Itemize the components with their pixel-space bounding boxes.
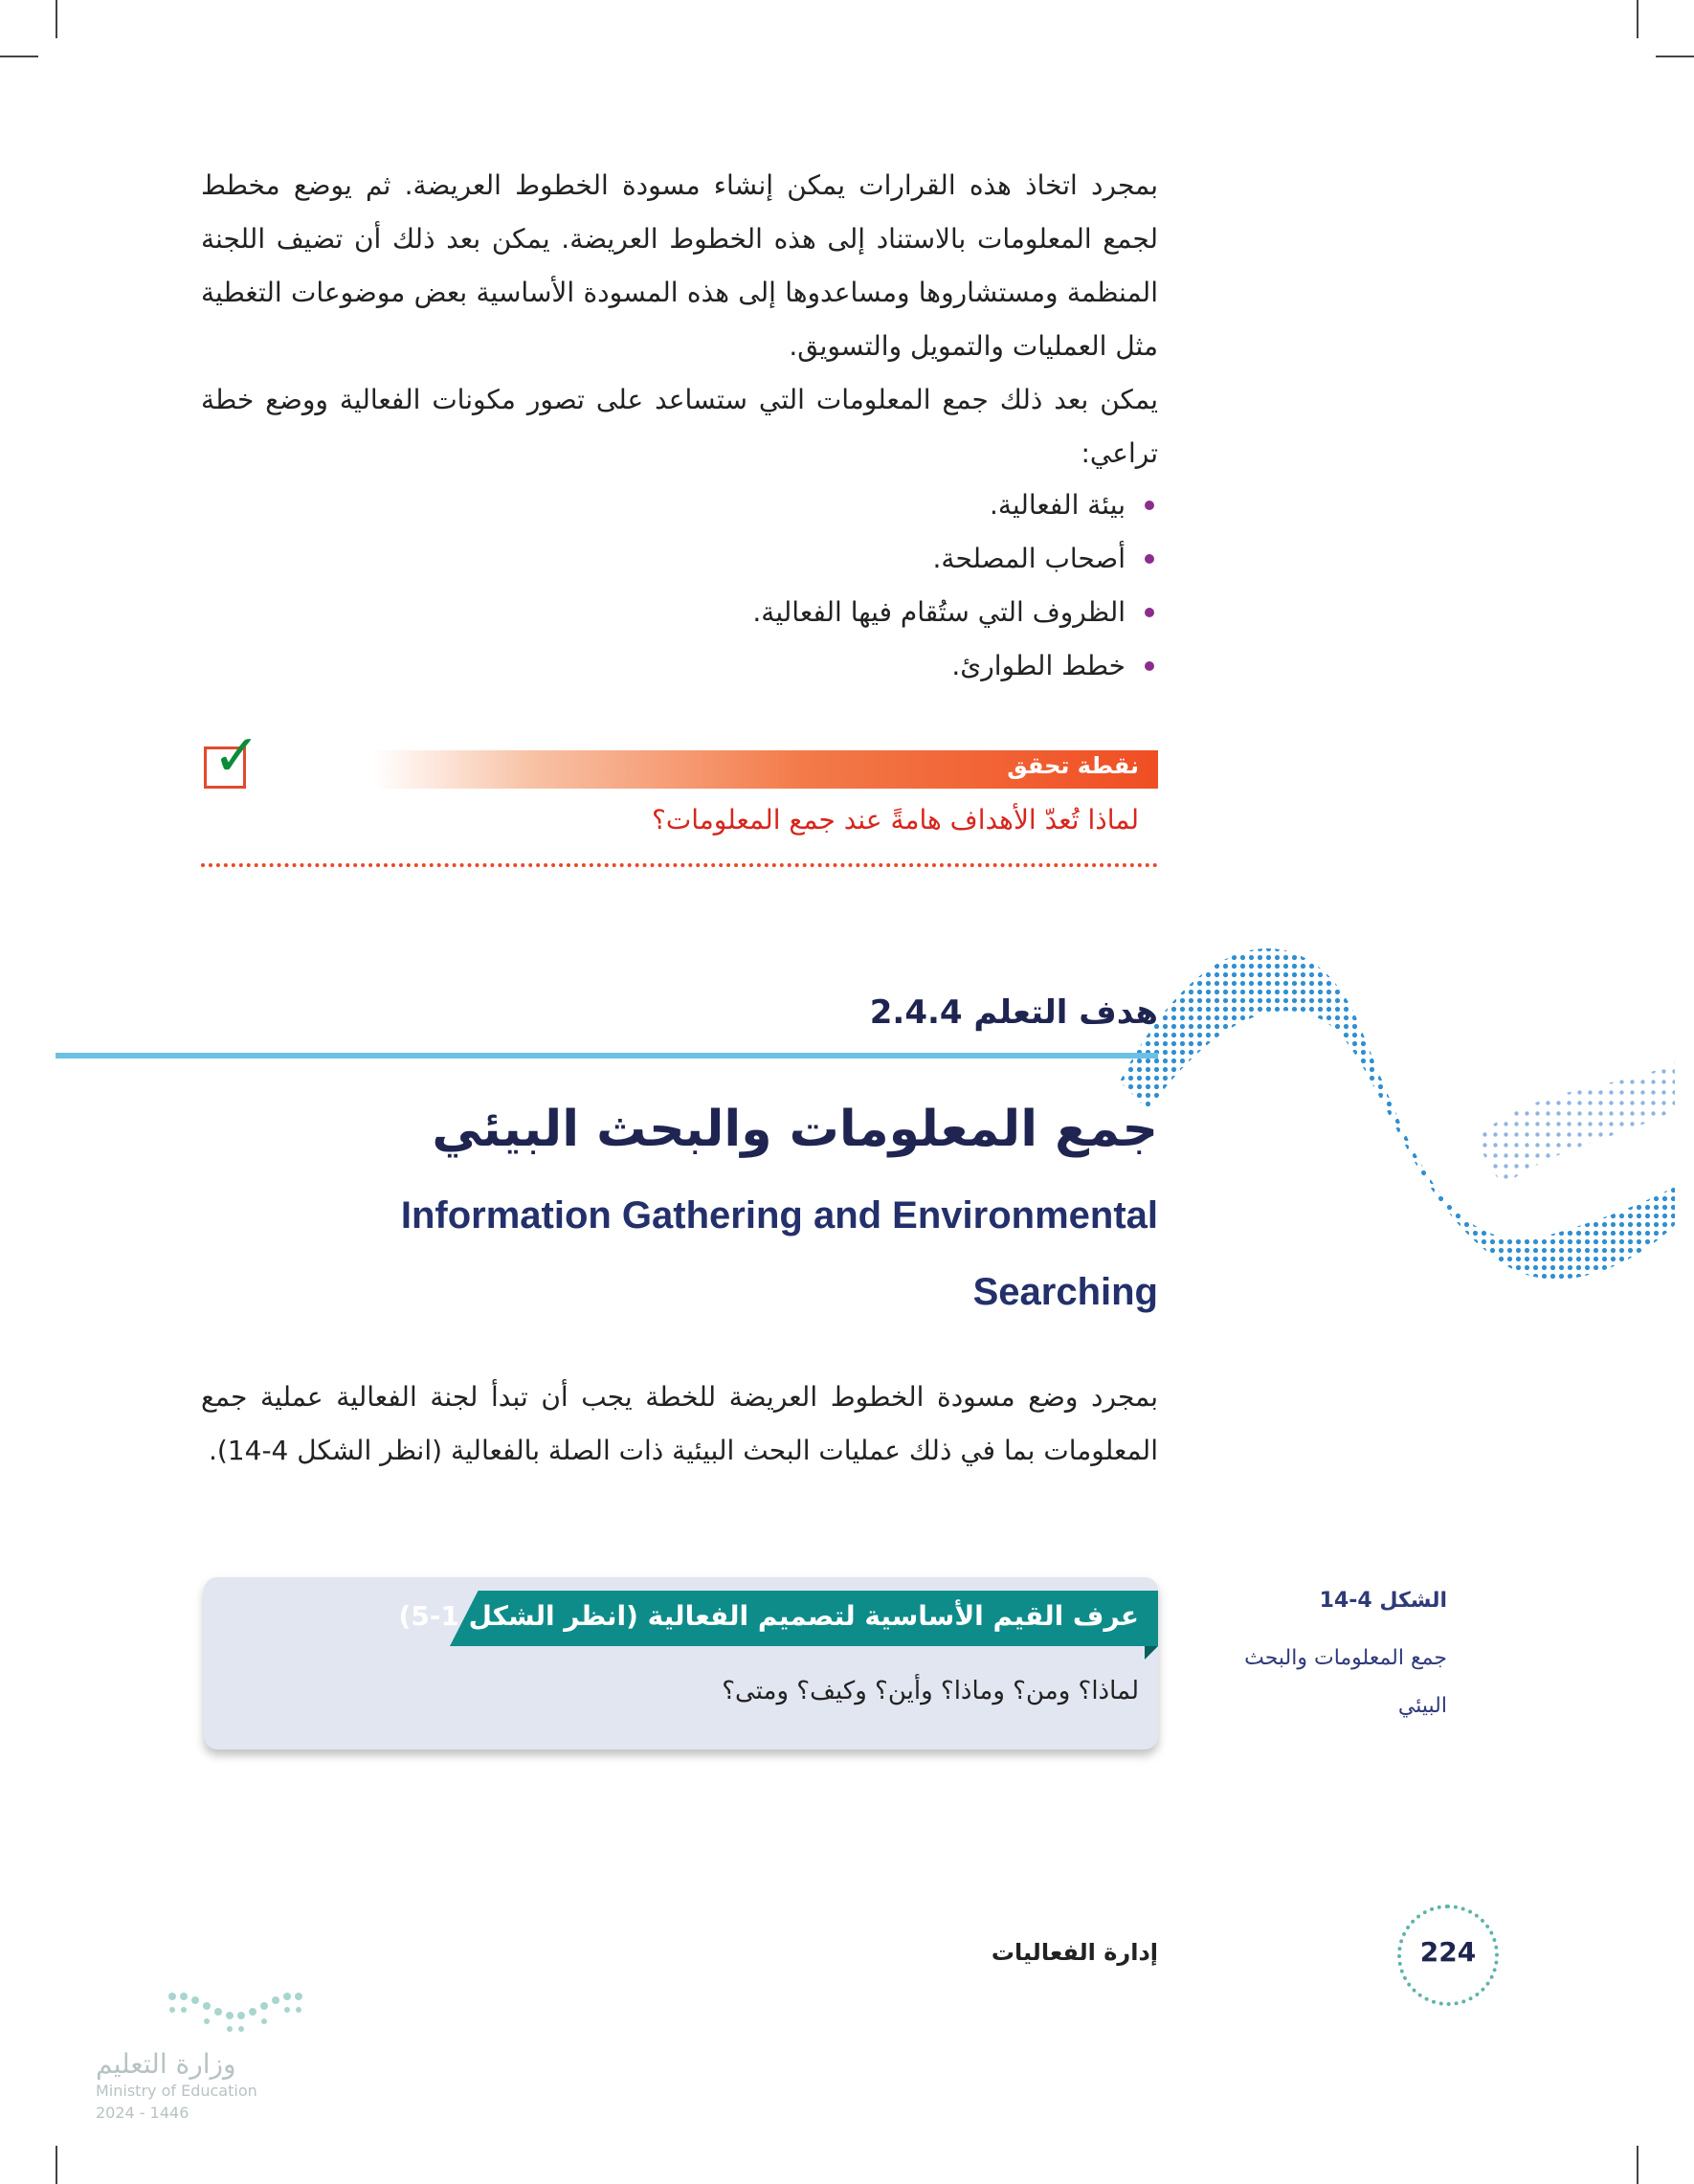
footer-book-title: إدارة الفعاليات — [991, 1939, 1158, 1966]
list-item: خطط الطوارئ. — [392, 639, 1158, 693]
figure-box-text: لماذا؟ ومن؟ وماذا؟ وأين؟ وكيف؟ ومتى؟ — [722, 1677, 1139, 1705]
list-item: بيئة الفعالية. — [392, 479, 1158, 532]
crop-mark — [1637, 2146, 1638, 2184]
figure-box-title: عرف القيم الأساسية لتصميم الفعالية (انظر الشكل 1-5) — [398, 1600, 1139, 1632]
bullet-list — [392, 479, 1158, 693]
list-item: أصحاب المصلحة. — [392, 532, 1158, 586]
crop-mark — [1656, 56, 1694, 57]
ministry-year: 2024 - 1446 — [96, 2104, 189, 2122]
ministry-name-english: Ministry of Education — [96, 2082, 257, 2100]
figure-box-header-fold — [1145, 1646, 1158, 1660]
learning-goal: هدف التعلم 2.4.4 — [869, 993, 1158, 1032]
page-number: 224 — [1419, 1936, 1477, 1968]
intro-paragraph-2: يمكن بعد ذلك جمع المعلومات التي ستساعد على تصور مكونات الفعالية ووضع خطة تراعي: — [201, 384, 1158, 469]
crop-mark — [56, 2146, 57, 2184]
dotted-divider — [201, 863, 1158, 867]
crop-mark — [56, 0, 57, 38]
wave-decoration-icon — [1101, 919, 1675, 1330]
figure-caption-number: الشكل 4-14 — [1319, 1589, 1447, 1613]
checkpoint-label: نقطة تحقق — [1007, 752, 1139, 779]
figure-caption-text: جمع المعلومات والبحث البيئي — [1244, 1646, 1447, 1718]
list-item: الظروف التي ستُقام فيها الفعالية. — [392, 586, 1158, 639]
section-title-arabic: جمع المعلومات والبحث البيئي — [432, 1101, 1158, 1158]
checkpoint-question: لماذا تُعدّ الأهداف هامةً عند جمع المعلومات؟ — [652, 804, 1139, 836]
body-paragraph: بمجرد وضع مسودة الخطوط العريضة للخطة يجب أن تبدأ لجنة الفعالية عملية جمع المعلومات بما في ذلك عمليات البحث البيئية ذات الصلة بالفعالية (انظر الشكل 4-14). — [201, 1381, 1158, 1466]
section-title-english-line2: Searching — [972, 1271, 1158, 1313]
crop-mark — [1637, 0, 1638, 38]
ministry-logo-icon — [163, 1987, 316, 2044]
crop-mark — [0, 56, 38, 57]
checkmark-icon: ✓ — [212, 723, 261, 790]
ministry-name-arabic: وزارة التعليم — [96, 2048, 236, 2080]
intro-paragraph-1: بمجرد اتخاذ هذه القرارات يمكن إنشاء مسودة الخطوط العريضة. ثم يوضع مخطط لجمع المعلومات بالاستناد إلى هذه الخطوط العريضة. يمكن بعد ذلك أن تضيف اللجنة المنظمة ومستشاروها ومساعدوها إلى هذه المسودة الأساسية بعض موضوعات التغطية مثل العمليات والتمويل والتسويق. — [201, 169, 1158, 362]
goal-underline — [56, 1053, 1158, 1059]
section-title-english-line1: Information Gathering and Environmental — [400, 1194, 1158, 1237]
